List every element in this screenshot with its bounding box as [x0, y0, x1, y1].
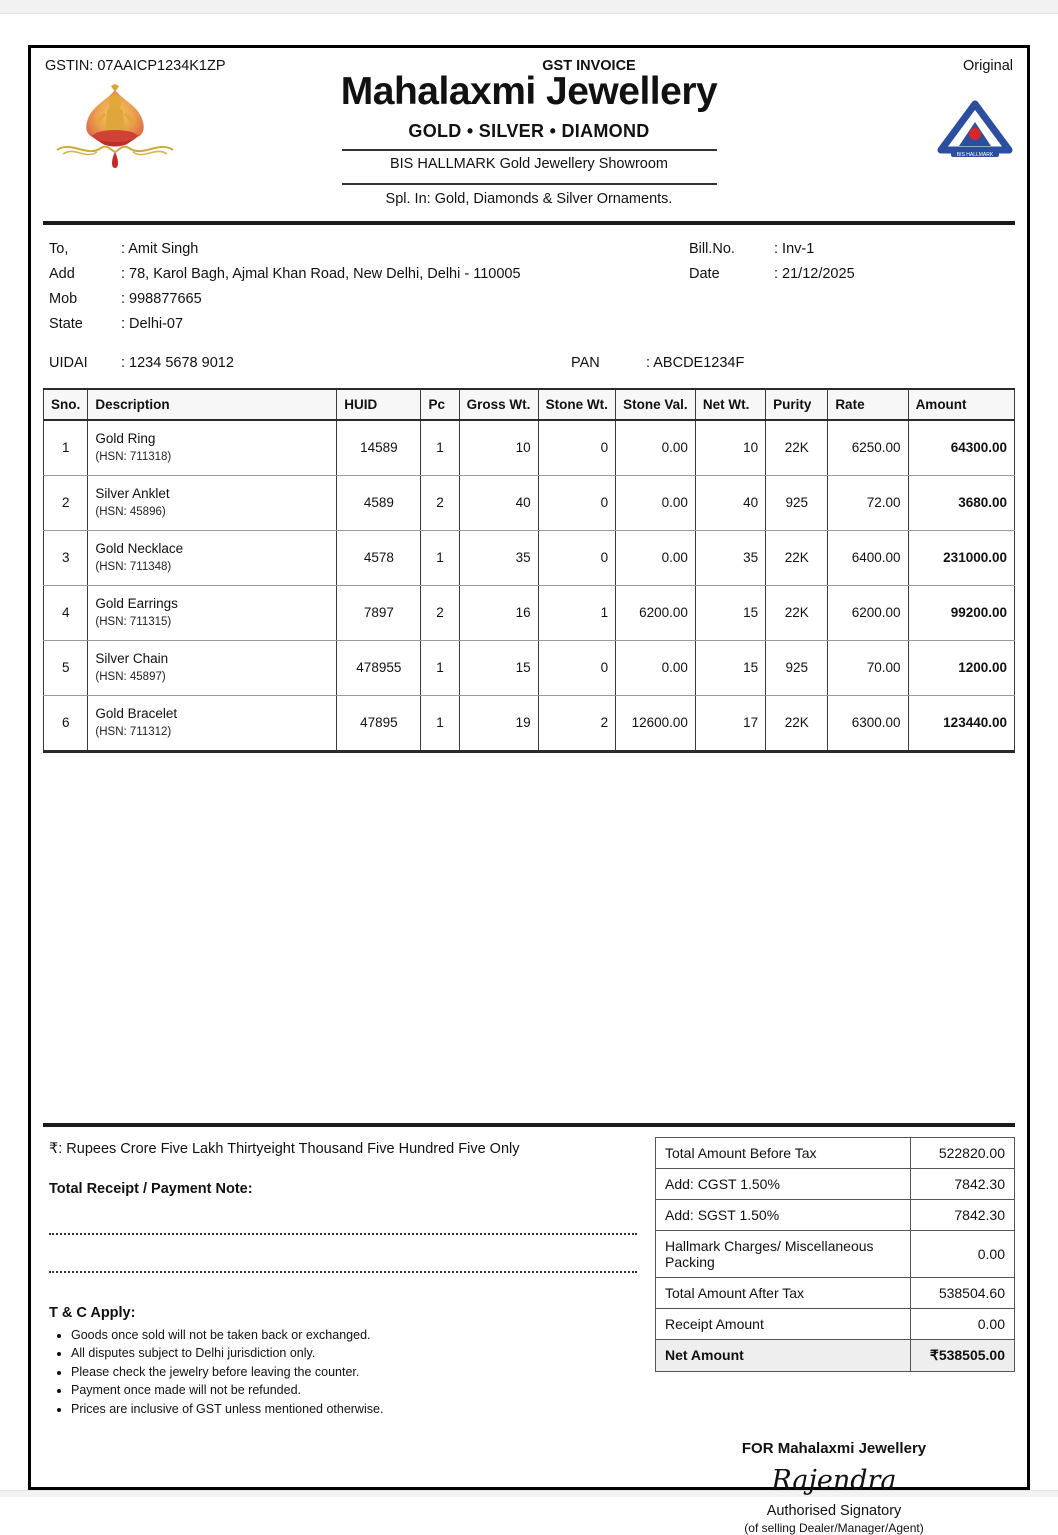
cell-sno: 5 [44, 640, 88, 695]
shop-name: Mahalaxmi Jewellery [340, 70, 718, 113]
cell-sno: 6 [44, 695, 88, 751]
list-item: • Prices are inclusive of GST unless mentioned otherwise. [71, 1400, 637, 1419]
item-hsn: (HSN: 45897) [95, 670, 166, 683]
col-header-stone-val: Stone Val. [616, 389, 696, 420]
cell-stone-val: 6200.00 [616, 585, 696, 640]
terms-conditions-title: T & C Apply: [49, 1304, 136, 1321]
cell-pc: 1 [421, 420, 459, 476]
cell-purity: 22K [766, 530, 828, 585]
cell-net-wt: 15 [695, 585, 765, 640]
cell-gross-wt: 16 [459, 585, 538, 640]
table-row [44, 475, 1015, 530]
table-row [656, 1137, 1015, 1168]
party-row-mobile [49, 287, 1009, 312]
cell-purity: 925 [766, 475, 828, 530]
cgst-value: 7842.30 [911, 1168, 1015, 1199]
items-table-body [44, 420, 1015, 752]
list-item: • Goods once sold will not be taken back or exchanged. [71, 1326, 637, 1345]
mobile-label: Mob [49, 290, 78, 307]
party-details-block [31, 225, 1027, 376]
col-header-pc: Pc [421, 389, 459, 420]
cell-rate: 72.00 [828, 475, 908, 530]
col-header-description: Description [88, 389, 337, 420]
cell-purity: 22K [766, 585, 828, 640]
col-header-stone-wt: Stone Wt. [538, 389, 616, 420]
item-hsn: (HSN: 45896) [95, 505, 166, 518]
cell-stone-val: 0.00 [616, 420, 696, 476]
invoice-footer [31, 1127, 1027, 1419]
cell-huid: 7897 [337, 585, 421, 640]
cell-description [88, 530, 337, 585]
cell-stone-wt: 1 [538, 585, 616, 640]
cell-stone-wt: 0 [538, 475, 616, 530]
cell-pc: 1 [421, 695, 459, 751]
cell-stone-wt: 0 [538, 640, 616, 695]
list-item: • Payment once made will not be refunded. [71, 1381, 637, 1400]
cell-rate: 70.00 [828, 640, 908, 695]
col-header-amount: Amount [908, 389, 1014, 420]
date-value: : 21/12/2025 [774, 265, 855, 282]
pan-value: : ABCDE1234F [646, 354, 745, 371]
pan-label: PAN [571, 354, 600, 371]
cell-description [88, 640, 337, 695]
cell-net-wt: 35 [695, 530, 765, 585]
item-name: Gold Necklace [95, 540, 184, 556]
cell-stone-val: 0.00 [616, 530, 696, 585]
cell-sno: 3 [44, 530, 88, 585]
bill-no-value: : Inv-1 [774, 240, 815, 257]
cell-rate: 6300.00 [828, 695, 908, 751]
table-row [656, 1308, 1015, 1339]
svg-text:BIS HALLMARK: BIS HALLMARK [956, 152, 994, 158]
table-row [44, 585, 1015, 640]
list-item: • Please check the jewelry before leaving the counter. [71, 1363, 637, 1382]
lakshmi-deity-logo [45, 70, 195, 170]
copy-type-label: Original [963, 58, 1013, 74]
cell-sno: 4 [44, 585, 88, 640]
cell-description [88, 585, 337, 640]
item-hsn: (HSN: 711318) [95, 450, 172, 463]
to-value: : Amit Singh [121, 240, 199, 257]
signature-mark: Rajendra [771, 1465, 897, 1497]
footer-left-column [43, 1127, 643, 1419]
cell-pc: 1 [421, 640, 459, 695]
list-item: • All disputes subject to Delhi jurisdiction only. [71, 1344, 637, 1363]
document-title: GST INVOICE [542, 58, 636, 74]
item-name: Gold Bracelet [95, 705, 178, 721]
cell-pc: 2 [421, 475, 459, 530]
shop-bis-line: BIS HALLMARK Gold Jewellery Showroom [389, 155, 669, 172]
col-header-net-wt: Net Wt. [695, 389, 765, 420]
cell-huid: 14589 [337, 420, 421, 476]
cell-description [88, 695, 337, 751]
bis-hallmark-logo [863, 70, 1013, 167]
cell-stone-wt: 0 [538, 420, 616, 476]
shop-identity [195, 70, 863, 207]
invoice-header-main [31, 70, 1027, 207]
address-value: : 78, Karol Bagh, Ajmal Khan Road, New Delhi, Delhi - 110005 [121, 265, 521, 282]
cell-stone-wt: 2 [538, 695, 616, 751]
authorised-signatory-label: Authorised Signatory [766, 1503, 902, 1520]
cell-pc: 1 [421, 530, 459, 585]
col-header-sno: Sno. [44, 389, 88, 420]
item-hsn: (HSN: 711312) [95, 725, 172, 738]
cell-huid: 4589 [337, 475, 421, 530]
table-row [44, 695, 1015, 751]
date-label: Date [689, 265, 720, 282]
party-row-to [49, 237, 1009, 262]
cell-gross-wt: 35 [459, 530, 538, 585]
cell-purity: 925 [766, 640, 828, 695]
cell-net-wt: 15 [695, 640, 765, 695]
to-label: To, [49, 240, 69, 257]
item-name: Silver Chain [95, 650, 169, 666]
hallmark-charges-label: Hallmark Charges/ Miscellaneous Packing [656, 1230, 911, 1277]
table-row [44, 530, 1015, 585]
cell-description [88, 420, 337, 476]
receipt-amount-label: Receipt Amount [656, 1308, 911, 1339]
table-row [656, 1277, 1015, 1308]
item-hsn: (HSN: 711348) [95, 560, 172, 573]
address-label: Add [49, 265, 75, 282]
signatory-role-note: (of selling Dealer/Manager/Agent) [744, 1521, 924, 1535]
cell-amount: 64300.00 [908, 420, 1014, 476]
items-blank-area [31, 753, 1027, 1123]
invoice-page [28, 45, 1030, 1535]
gstin-text: GSTIN: 07AAICP1234K1ZP [45, 58, 226, 74]
cell-net-wt: 10 [695, 420, 765, 476]
cell-amount: 99200.00 [908, 585, 1014, 640]
table-row-net-amount [656, 1339, 1015, 1371]
footer-right-column [643, 1127, 1015, 1419]
bill-no-label: Bill.No. [689, 240, 735, 257]
cell-gross-wt: 40 [459, 475, 538, 530]
receipt-note-line-2 [49, 1271, 637, 1273]
cell-pc: 2 [421, 585, 459, 640]
item-name: Silver Anklet [95, 485, 170, 501]
cell-rate: 6250.00 [828, 420, 908, 476]
table-row [44, 420, 1015, 476]
cell-stone-wt: 0 [538, 530, 616, 585]
items-table [43, 388, 1015, 753]
cell-gross-wt: 15 [459, 640, 538, 695]
uidai-value: : 1234 5678 9012 [121, 354, 234, 371]
hallmark-charges-value: 0.00 [911, 1230, 1015, 1277]
sgst-value: 7842.30 [911, 1199, 1015, 1230]
cell-purity: 22K [766, 420, 828, 476]
signature-for-line: FOR Mahalaxmi Jewellery [741, 1440, 927, 1458]
cell-stone-val: 0.00 [616, 640, 696, 695]
cell-net-wt: 40 [695, 475, 765, 530]
cell-gross-wt: 19 [459, 695, 538, 751]
state-label: State [49, 315, 83, 332]
state-value: : Delhi-07 [121, 315, 184, 332]
cell-huid: 47895 [337, 695, 421, 751]
total-after-tax-value: 538504.60 [911, 1277, 1015, 1308]
table-row [44, 640, 1015, 695]
col-header-purity: Purity [766, 389, 828, 420]
cell-rate: 6400.00 [828, 530, 908, 585]
table-row [656, 1230, 1015, 1277]
cell-huid: 478955 [337, 640, 421, 695]
total-before-tax-label: Total Amount Before Tax [656, 1137, 911, 1168]
sgst-label: Add: SGST 1.50% [656, 1199, 911, 1230]
cell-sno: 2 [44, 475, 88, 530]
receipt-amount-value: 0.00 [911, 1308, 1015, 1339]
cell-net-wt: 17 [695, 695, 765, 751]
uidai-label: UIDAI [49, 354, 88, 371]
cell-purity: 22K [766, 695, 828, 751]
items-table-header-row [44, 389, 1015, 420]
total-before-tax-value: 522820.00 [911, 1137, 1015, 1168]
cgst-label: Add: CGST 1.50% [656, 1168, 911, 1199]
cell-amount: 1200.00 [908, 640, 1014, 695]
col-header-rate: Rate [828, 389, 908, 420]
cell-sno: 1 [44, 420, 88, 476]
col-header-huid: HUID [337, 389, 421, 420]
item-name: Gold Ring [95, 430, 156, 446]
cell-description [88, 475, 337, 530]
cell-rate: 6200.00 [828, 585, 908, 640]
net-amount-value: ₹538505.00 [911, 1339, 1015, 1371]
totals-table [655, 1137, 1015, 1372]
cell-amount: 3680.00 [908, 475, 1014, 530]
net-amount-label: Net Amount [656, 1339, 911, 1371]
party-row-state [49, 312, 1009, 337]
items-table-wrapper [31, 376, 1027, 753]
cell-gross-wt: 10 [459, 420, 538, 476]
amount-in-words: ₹: Rupees Crore Five Lakh Thirtyeight Thousand Five Hundred Five Only [49, 1140, 520, 1157]
table-row [656, 1199, 1015, 1230]
cell-stone-val: 0.00 [616, 475, 696, 530]
cell-stone-val: 12600.00 [616, 695, 696, 751]
total-after-tax-label: Total Amount After Tax [656, 1277, 911, 1308]
signature-block [669, 1440, 999, 1535]
cell-huid: 4578 [337, 530, 421, 585]
receipt-payment-note-label: Total Receipt / Payment Note: [49, 1180, 253, 1197]
table-row [656, 1168, 1015, 1199]
cell-amount: 231000.00 [908, 530, 1014, 585]
party-row-address [49, 262, 1009, 287]
item-name: Gold Earrings [95, 595, 178, 611]
col-header-gross-wt: Gross Wt. [459, 389, 538, 420]
terms-conditions-list [49, 1326, 637, 1419]
party-row-uidai-pan [49, 351, 1009, 376]
cell-amount: 123440.00 [908, 695, 1014, 751]
receipt-note-line-1 [49, 1233, 637, 1235]
shop-tagline: GOLD • SILVER • DIAMOND [408, 120, 650, 141]
shop-speciality-line: Spl. In: Gold, Diamonds & Silver Ornaments. [385, 190, 673, 207]
item-hsn: (HSN: 711315) [95, 615, 172, 628]
page-top-strip [0, 0, 1058, 14]
mobile-value: : 998877665 [121, 290, 202, 307]
